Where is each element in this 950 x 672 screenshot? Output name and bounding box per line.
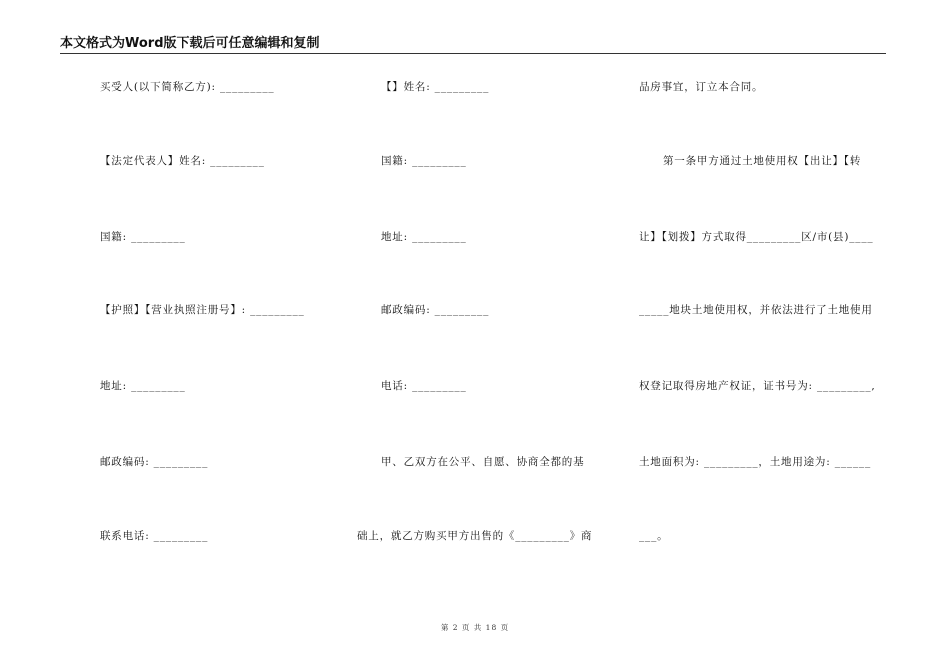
article-one-line: 第一条甲方通过土地使用权【出让】【转 [663, 155, 862, 167]
legal-representative-line: 【法定代表人】姓名: _________ [100, 155, 265, 167]
buyer-phone-line: 联系电话: _________ [100, 530, 209, 542]
agent-address-line: 地址: _________ [381, 231, 467, 243]
buyer-name-line: 买受人(以下简称乙方): _________ [100, 81, 275, 93]
contract-text-line: 土地面积为: _________，土地用途为: ______ [639, 456, 871, 468]
agent-name-line: 【】姓名: _________ [381, 81, 490, 93]
header-divider [60, 53, 886, 54]
agent-phone-line: 电话: _________ [381, 380, 467, 392]
document-header-title: 本文格式为Word版下载后可任意编辑和复制 [60, 36, 320, 51]
buyer-address-line: 地址: _________ [100, 380, 186, 392]
buyer-nationality-line: 国籍: _________ [100, 231, 186, 243]
page-number: 第 2 页 共 18 页 [440, 623, 510, 632]
agent-postcode-line: 邮政编码: _________ [381, 304, 490, 316]
agent-nationality-line: 国籍: _________ [381, 155, 467, 167]
passport-license-line: 【护照】【营业执照注册号】: _________ [100, 304, 305, 316]
contract-text-line: 品房事宜，订立本合同。 [639, 81, 764, 93]
agreement-text-line: 础上，就乙方购买甲方出售的《_________》商 [357, 530, 593, 542]
buyer-postcode-line: 邮政编码: _________ [100, 456, 209, 468]
contract-text-line: _____地块土地使用权，并依法进行了土地使用 [639, 304, 873, 316]
agreement-text-line: 甲、乙双方在公平、自愿、协商全都的基 [381, 456, 585, 468]
contract-text-line: ___。 [639, 530, 669, 542]
contract-text-line: 让】【划拨】方式取得_________区/市(县)____ [639, 231, 874, 243]
contract-text-line: 权登记取得房地产权证，证书号为: _________, [639, 380, 876, 392]
